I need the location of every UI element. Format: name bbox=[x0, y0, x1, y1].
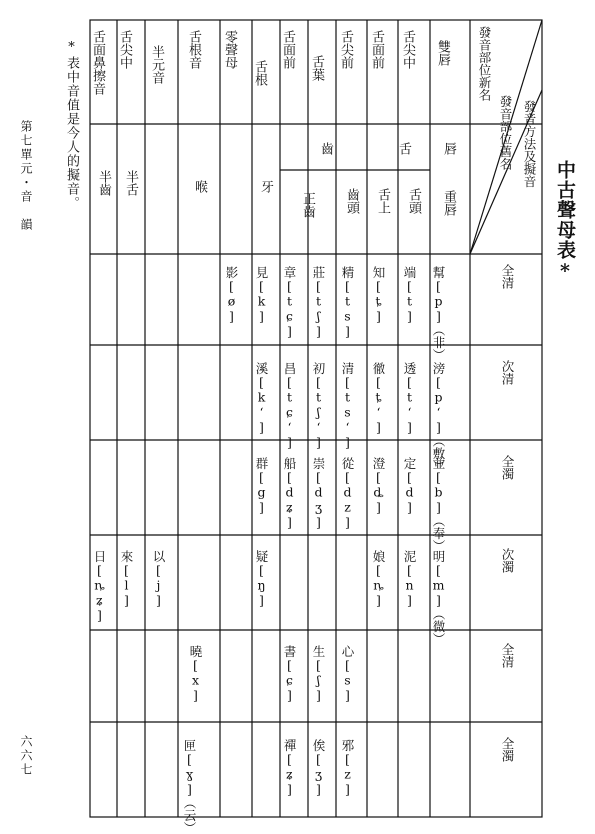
initial-cell-c2-1: 定[d] bbox=[402, 457, 417, 515]
initial-cell-c3-1: 泥[n] bbox=[402, 550, 417, 608]
initial-cell-c5-2: 禪[ʑ] bbox=[282, 739, 297, 797]
initial-cell-c0-2: 知[ȶ] bbox=[371, 266, 386, 324]
initial-cell-c3-0: 明[m]（微） bbox=[431, 550, 446, 645]
initial-cell-c3-6: 日[ȵʑ] bbox=[92, 550, 107, 623]
old-group-half-tongue: 半舌 bbox=[123, 170, 138, 196]
old-sub-heavy-lips: 重唇 bbox=[441, 190, 456, 216]
initial-cell-c2-4: 崇[dʒ] bbox=[311, 457, 326, 530]
initial-cell-c5-3: 匣[ɣ]（云） bbox=[182, 739, 197, 834]
new-place-name-6: 舌根 bbox=[252, 60, 267, 86]
old-group-tongue: 舌 bbox=[396, 142, 411, 155]
initial-cell-c1-4: 初[tʃʻ] bbox=[311, 362, 326, 450]
manner-header-5: 全濁 bbox=[500, 737, 515, 762]
initial-cell-c0-6: 見[k] bbox=[254, 266, 269, 324]
initial-cell-c0-0: 幫[p]（非） bbox=[431, 266, 446, 361]
initial-cell-c0-3: 精[ts] bbox=[340, 266, 355, 339]
initial-cell-c1-3: 清[tsʻ] bbox=[340, 362, 355, 450]
initial-cell-c2-2: 澄[ȡ] bbox=[371, 457, 386, 515]
initial-cell-c0-7: 影[ø] bbox=[224, 266, 239, 324]
old-sub-tongue-upper: 舌上 bbox=[375, 188, 390, 214]
new-place-name-11: 舌面鼻擦音 bbox=[90, 30, 105, 95]
old-group-half-teeth: 半齒 bbox=[96, 170, 111, 196]
initial-cell-c4-2: 書[ɕ] bbox=[282, 645, 297, 703]
corner-manner-label: 發音方法及擬音 bbox=[522, 100, 537, 188]
initial-cell-c1-0: 滂[pʻ]（敷） bbox=[431, 362, 446, 472]
old-sub-tongue-head: 舌頭 bbox=[406, 188, 421, 214]
running-head: 第七單元・音 韻 bbox=[19, 120, 33, 232]
old-group-throat: 喉 bbox=[192, 180, 207, 193]
initial-cell-c0-5: 章[tɕ] bbox=[282, 266, 297, 339]
initial-cell-c4-0: 心[s] bbox=[340, 645, 355, 703]
initial-cell-c3-3: 疑[ŋ] bbox=[254, 550, 269, 608]
initial-cell-c1-6: 溪[kʻ] bbox=[254, 362, 269, 435]
old-group-lips: 唇 bbox=[441, 142, 456, 155]
initial-cell-c1-5: 昌[tɕʻ] bbox=[282, 362, 297, 450]
initial-cell-c0-1: 端[t] bbox=[402, 266, 417, 324]
old-sub-main-teeth: 正齒 bbox=[300, 192, 315, 218]
new-place-name-1: 舌尖中 bbox=[400, 30, 415, 69]
initial-cell-c5-0: 邪[z] bbox=[340, 739, 355, 797]
initial-cell-c5-1: 俟[ʒ] bbox=[311, 739, 326, 797]
new-place-name-3: 舌尖前 bbox=[338, 30, 353, 69]
manner-header-1: 次清 bbox=[500, 360, 515, 385]
initial-cell-c4-1: 生[ʃ] bbox=[311, 645, 326, 703]
page-title: 中古聲母表* bbox=[554, 160, 576, 283]
manner-header-2: 全濁 bbox=[500, 455, 515, 480]
page-number: 六六七 bbox=[19, 735, 33, 777]
new-place-name-10: 舌尖中 bbox=[117, 30, 132, 69]
old-sub-teeth-head: 齒頭 bbox=[344, 188, 359, 214]
initial-cell-c2-6: 群[g] bbox=[254, 457, 269, 515]
manner-header-3: 次濁 bbox=[500, 548, 515, 573]
initial-cell-c2-5: 船[dʑ] bbox=[282, 457, 297, 530]
new-place-name-5: 舌面前 bbox=[280, 30, 295, 69]
initial-cell-c3-5: 來[l] bbox=[119, 550, 134, 608]
initial-cell-c3-4: 以[j] bbox=[151, 550, 166, 608]
initial-cell-c2-3: 從[dz] bbox=[340, 457, 355, 530]
new-place-name-0: 雙唇 bbox=[435, 40, 450, 66]
new-place-name-2: 舌面前 bbox=[369, 30, 384, 69]
initial-cell-c2-0: 並[b]（奉） bbox=[431, 457, 446, 552]
manner-header-4: 全清 bbox=[500, 643, 515, 668]
initial-cell-c3-2: 娘[ȵ] bbox=[371, 550, 386, 608]
new-place-name-8: 舌根音 bbox=[186, 30, 201, 69]
initial-cell-c1-2: 徹[ȶʻ] bbox=[371, 362, 386, 435]
corner-old-name-label: 發音部位舊名 bbox=[498, 95, 513, 170]
initial-cell-c0-4: 莊[tʃ] bbox=[311, 266, 326, 339]
old-group-molar: 牙 bbox=[258, 180, 273, 193]
old-group-teeth: 齒 bbox=[318, 142, 333, 155]
footnote: *表中音值是今人的擬音。 bbox=[64, 40, 79, 210]
new-place-name-7: 零聲母 bbox=[222, 30, 237, 69]
manner-header-0: 全清 bbox=[500, 264, 515, 289]
new-place-name-4: 舌葉 bbox=[309, 55, 324, 81]
initial-cell-c1-1: 透[tʻ] bbox=[402, 362, 417, 435]
new-place-name-9: 半元音 bbox=[149, 45, 164, 84]
initial-cell-c4-3: 曉[x] bbox=[188, 645, 203, 703]
corner-new-name-label: 發音部位新名 bbox=[477, 26, 492, 101]
